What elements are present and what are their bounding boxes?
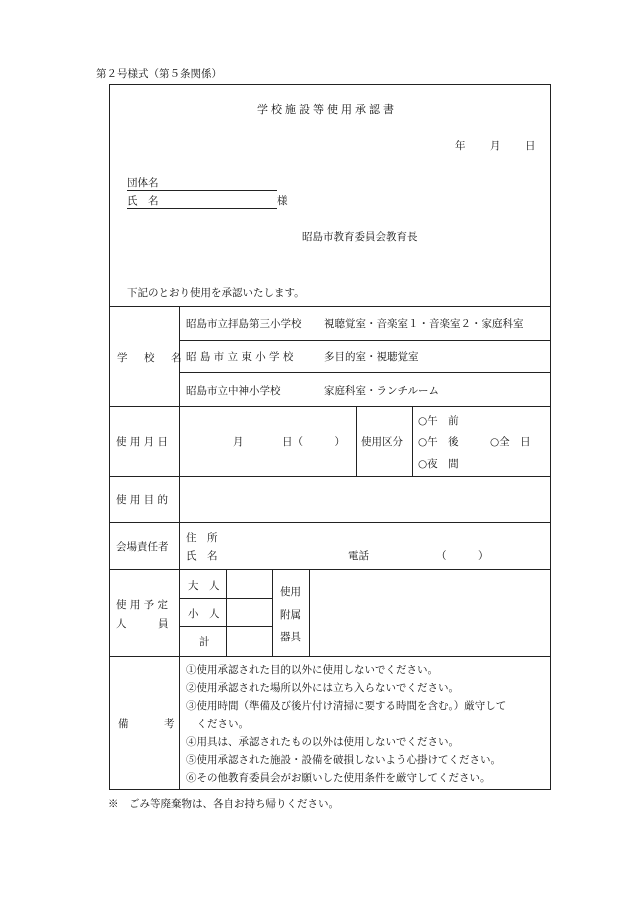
manager-label: 会場責任者: [116, 541, 169, 553]
school-row-divider: [179, 372, 551, 373]
date-day: 日: [525, 140, 536, 152]
child-label: 小 人: [188, 608, 220, 620]
organization-label: 団体名: [127, 175, 277, 191]
note-item: ⑤使用承認された施設・設備を破損しないよう心掛けてください。: [186, 754, 501, 766]
school-name: 昭島市立拝島第三小学校: [186, 318, 302, 330]
intro-text: 下記のとおり使用を承認いたします。: [127, 287, 305, 299]
total-label: 計: [199, 636, 210, 648]
school-rooms: 多目的室・視聴覚室: [324, 351, 419, 363]
attendance-label: 人 員: [116, 618, 169, 630]
note-item: ②使用承認された場所以外には立ち入らないでください。: [186, 682, 459, 694]
category-column-divider: [412, 406, 413, 476]
note-item: ⑥その他教育委員会がお願いした使用条件を厳守してください。: [186, 772, 491, 784]
note-item: ください。: [186, 718, 249, 730]
attendance-divider: [309, 569, 310, 656]
school-label: 学 校 名: [117, 352, 185, 364]
label-column-divider: [179, 306, 180, 790]
date-month: 月: [490, 140, 501, 152]
section-divider: [109, 522, 551, 523]
manager-phone-label: 電話: [348, 550, 369, 562]
school-rooms: 家庭科室・ランチルーム: [324, 385, 439, 397]
equipment-label: 附属: [280, 609, 301, 621]
note-item: ③使用時間（準備及び後片付け清掃に要する時間を含む。）厳守して: [186, 700, 507, 712]
equipment-label: 使用: [280, 586, 301, 598]
equipment-label: 器具: [280, 631, 301, 643]
issuer: 昭島市教育委員会教育長: [302, 231, 418, 243]
attendance-row-divider: [179, 626, 272, 627]
section-divider: [109, 406, 551, 407]
section-divider: [109, 569, 551, 570]
option-morning[interactable]: ○午 前: [418, 415, 459, 427]
form-number: 第２号様式（第５条関係）: [96, 68, 222, 80]
notes-label: 考: [164, 718, 175, 730]
footer-note: ※ ごみ等廃棄物は、各自お持ち帰りください。: [108, 798, 339, 810]
date-column-divider: [356, 406, 357, 476]
manager-name-label: 氏 名: [186, 550, 218, 562]
usage-date-label: 使 用 月 日: [116, 436, 169, 448]
attendance-label: 使 用 予 定: [116, 599, 169, 611]
purpose-label: 使 用 目 的: [116, 494, 169, 506]
name-label: 氏 名: [127, 193, 277, 209]
note-item: ①使用承認された目的以外に使用しないでください。: [186, 664, 438, 676]
table-top-line: [109, 306, 551, 307]
option-night[interactable]: ○夜 間: [418, 458, 459, 470]
usage-category-label: 使用区分: [361, 436, 403, 448]
adult-label: 大 人: [188, 580, 220, 592]
applicant-name-field: [127, 193, 288, 209]
school-rooms: 視聴覚室・音楽室１・音楽室２・家庭科室: [324, 318, 524, 330]
section-divider: [109, 656, 551, 657]
attendance-row-divider: [179, 598, 272, 599]
school-name: 昭 島 市 立 東 小 学 校: [186, 351, 294, 363]
manager-phone-paren: （ ）: [436, 550, 489, 562]
school-row-divider: [179, 340, 551, 341]
attendance-divider: [226, 569, 227, 656]
attendance-divider: [272, 569, 273, 656]
form-title: 学校施設等使用承認書: [257, 103, 397, 116]
school-name: 昭島市立中神小学校: [186, 385, 281, 397]
usage-day: 日（ ）: [282, 436, 345, 448]
manager-address-label: 住 所: [186, 532, 218, 544]
date-year: 年: [455, 140, 466, 152]
organization-field: [127, 175, 277, 191]
option-afternoon[interactable]: ○午 後: [418, 436, 459, 448]
option-full-day[interactable]: ○全 日: [490, 436, 531, 448]
notes-label: 備: [118, 718, 129, 730]
section-divider: [109, 476, 551, 477]
note-item: ④用具は、承認されたもの以外は使用しないでください。: [186, 736, 459, 748]
honorific: 様: [277, 195, 288, 207]
usage-month: 月: [233, 436, 244, 448]
